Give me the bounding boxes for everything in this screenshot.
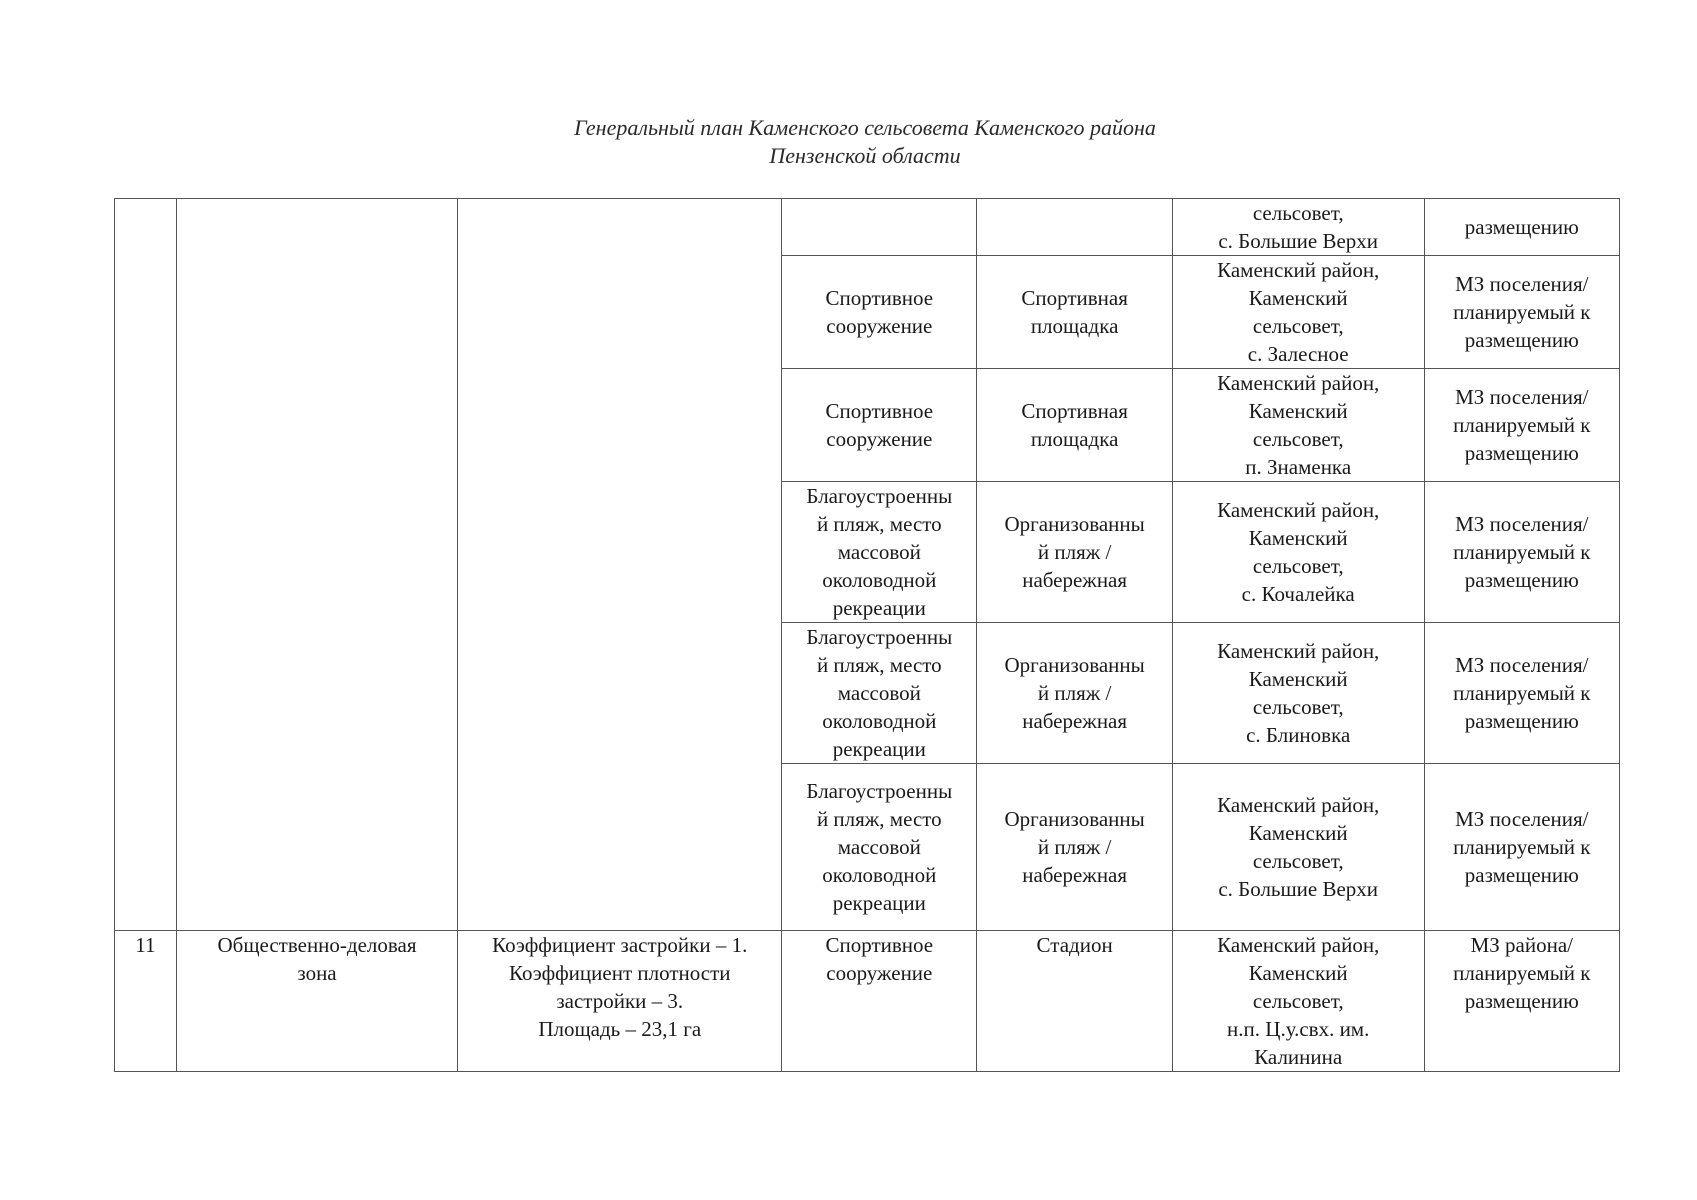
object-status-cell: МЗ поселения/ планируемый к размещению <box>1424 256 1619 369</box>
zone-cell: Общественно-деловая зона <box>176 931 458 1072</box>
object-name-cell: Организованны й пляж / набережная <box>977 764 1172 931</box>
object-status-cell: размещению <box>1424 199 1619 256</box>
object-type-cell: Спортивное сооружение <box>782 369 977 482</box>
object-location-cell: Каменский район, Каменский сельсовет, н.п. Ц.у.свх. им. Калинина <box>1172 931 1424 1072</box>
object-name-cell: Организованны й пляж / набережная <box>977 482 1172 623</box>
object-location-cell: Каменский район, Каменский сельсовет, с. Залесное <box>1172 256 1424 369</box>
header-title-line-1: Генеральный план Каменского сельсовета Каменского района <box>574 115 1156 140</box>
table-row <box>115 199 1620 256</box>
object-status-cell: МЗ района/ планируемый к размещению <box>1424 931 1619 1072</box>
object-status-cell: МЗ поселения/ планируемый к размещению <box>1424 764 1619 931</box>
object-status-cell: МЗ поселения/ планируемый к размещению <box>1424 623 1619 764</box>
object-type-cell <box>782 199 977 256</box>
object-status-cell: МЗ поселения/ планируемый к размещению <box>1424 369 1619 482</box>
object-location-cell: Каменский район, Каменский сельсовет, п. Знаменка <box>1172 369 1424 482</box>
object-type-cell: Благоустроенны й пляж, место массовой околоводной рекреации <box>782 764 977 931</box>
empty-zone-cell <box>176 199 458 931</box>
object-name-cell: Организованны й пляж / набережная <box>977 623 1172 764</box>
object-type-cell: Благоустроенны й пляж, место массовой околоводной рекреации <box>782 482 977 623</box>
params-cell: Коэффициент застройки – 1. Коэффициент плотности застройки – 3. Площадь – 23,1 га <box>458 931 782 1072</box>
object-name-cell: Стадион <box>977 931 1172 1072</box>
object-status-cell: МЗ поселения/ планируемый к размещению <box>1424 482 1619 623</box>
document-header <box>0 114 1697 170</box>
empty-number-cell <box>115 199 177 931</box>
object-location-cell: Каменский район, Каменский сельсовет, с. Большие Верхи <box>1172 764 1424 931</box>
object-location-cell: сельсовет, с. Большие Верхи <box>1172 199 1424 256</box>
object-location-cell: Каменский район, Каменский сельсовет, с. Блиновка <box>1172 623 1424 764</box>
object-name-cell: Спортивная площадка <box>977 256 1172 369</box>
table-row <box>115 931 1620 1072</box>
object-location-cell: Каменский район, Каменский сельсовет, с. Кочалейка <box>1172 482 1424 623</box>
object-name-cell <box>977 199 1172 256</box>
object-type-cell: Спортивное сооружение <box>782 256 977 369</box>
header-title-line-2: Пензенской области <box>769 143 961 168</box>
object-name-cell: Спортивная площадка <box>977 369 1172 482</box>
empty-params-cell <box>458 199 782 931</box>
object-type-cell: Благоустроенны й пляж, место массовой околоводной рекреации <box>782 623 977 764</box>
row-number-cell: 11 <box>115 931 177 1072</box>
object-type-cell: Спортивное сооружение <box>782 931 977 1072</box>
objects-table <box>114 198 1620 1072</box>
